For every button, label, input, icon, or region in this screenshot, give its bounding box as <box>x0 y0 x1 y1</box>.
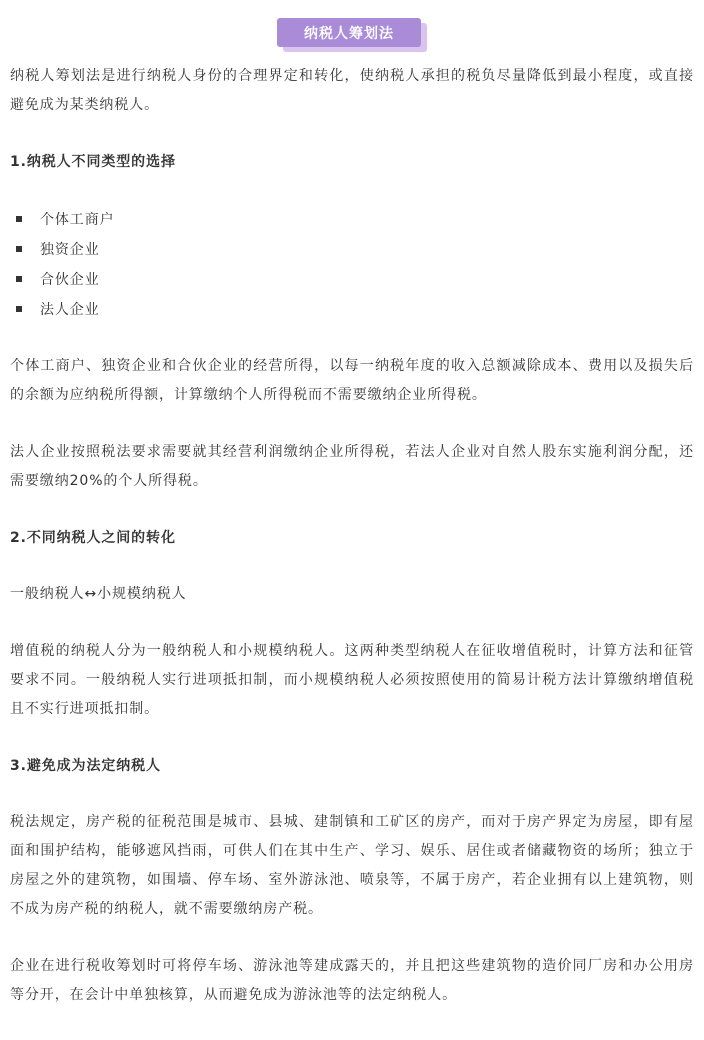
section-1-heading: 1.纳税人不同类型的选择 <box>10 154 176 170</box>
taxpayer-type-list <box>10 204 694 324</box>
article-body <box>10 62 694 1038</box>
list-item <box>10 204 694 234</box>
title-badge <box>277 18 427 52</box>
bullet-square-icon <box>16 306 22 312</box>
section-3-paragraph-2: 企业在进行税收筹划时可将停车场、游泳池等建成露天的，并且把这些建筑物的造价同厂房和办公用房等分开，在会计中单独核算，从而避免成为游泳池等的法定纳税人。 <box>10 958 694 1003</box>
section-1-paragraph-1: 个体工商户、独资企业和合伙企业的经营所得，以每一纳税年度的收入总额减除成本、费用以及损失后的余额为应纳税所得额，计算缴纳个人所得税而不需要缴纳企业所得税。 <box>10 358 694 403</box>
section-3-paragraph-1: 税法规定，房产税的征税范围是城市、县城、建制镇和工矿区的房产，而对于房产界定为房屋，即有屋面和围护结构，能够遮风挡雨，可供人们在其中生产、学习、娱乐、居住或者储藏物资的场所；独立于房屋之外的建筑物，如围墙、停车场、室外游泳池、喷泉等，不属于房产，若企业拥有以上建筑物，则不成为房产税的纳税人，就不需要缴纳房产税。 <box>10 814 694 917</box>
list-item <box>10 294 694 324</box>
list-item-label: 个体工商户 <box>40 212 115 228</box>
title-badge-box <box>277 18 421 47</box>
list-item-label: 独资企业 <box>40 242 100 258</box>
section-1-paragraph-2: 法人企业按照税法要求需要就其经营利润缴纳企业所得税，若法人企业对自然人股东实施利润分配，还需要缴纳20%的个人所得税。 <box>10 444 694 489</box>
section-3-heading: 3.避免成为法定纳税人 <box>10 758 161 774</box>
list-item <box>10 234 694 264</box>
section-2-heading: 2.不同纳税人之间的转化 <box>10 530 176 546</box>
section-2-paragraph: 增值税的纳税人分为一般纳税人和小规模纳税人。这两种类型纳税人在征收增值税时，计算方法和征管要求不同。一般纳税人实行进项抵扣制，而小规模纳税人必须按照使用的简易计税方法计算缴纳增值税且不实行进项抵扣制。 <box>10 643 694 717</box>
list-item <box>10 264 694 294</box>
intro-paragraph: 纳税人筹划法是进行纳税人身份的合理界定和转化，使纳税人承担的税负尽量降低到最小程度，或直接避免成为某类纳税人。 <box>10 68 694 113</box>
title-header <box>0 18 704 52</box>
bullet-square-icon <box>16 276 22 282</box>
list-item-label: 法人企业 <box>40 302 100 318</box>
page-title: 纳税人筹划法 <box>304 25 394 42</box>
list-item-label: 合伙企业 <box>40 272 100 288</box>
bullet-square-icon <box>16 246 22 252</box>
section-2-conversion-line: 一般纳税人↔小规模纳税人 <box>10 586 187 602</box>
bullet-square-icon <box>16 216 22 222</box>
